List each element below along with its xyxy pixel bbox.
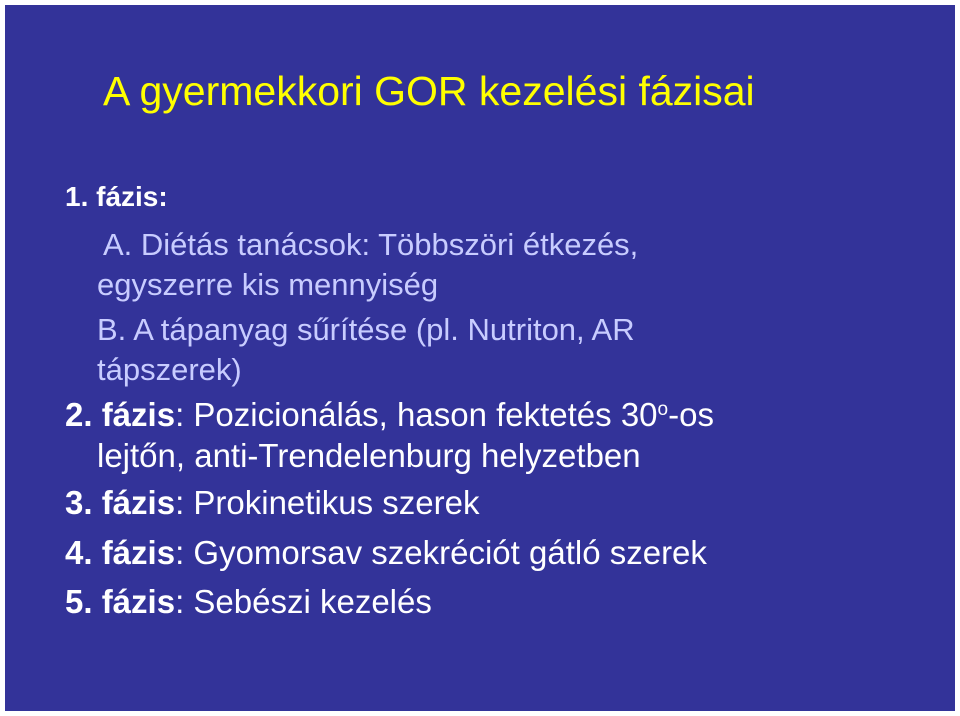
phase4-label: 4. fázis xyxy=(65,534,176,571)
phase4-text: : Gyomorsav szekréciót gátló szerek xyxy=(175,534,707,571)
phase2-label: 2. fázis xyxy=(65,396,176,433)
phase2-line1 xyxy=(65,398,714,431)
phase1-item-b-line2: tápszerek) xyxy=(97,352,242,387)
phase4-line xyxy=(65,536,707,569)
phase5-text: : Sebészi kezelés xyxy=(175,583,432,620)
phase5-line xyxy=(65,585,432,618)
phase1-item-a-line2: egyszerre kis mennyiség xyxy=(97,267,439,302)
phase2-text: : Pozicionálás, hason fektetés 30 xyxy=(175,396,658,433)
phase3-text: : Prokinetikus szerek xyxy=(175,484,480,521)
phase3-line xyxy=(65,486,480,519)
phase1-heading: 1. fázis: xyxy=(65,181,168,212)
phase5-label: 5. fázis xyxy=(65,583,176,620)
phase2-degree: o xyxy=(657,399,669,420)
phase2-line2: lejtőn, anti-Trendelenburg helyzetben xyxy=(97,437,641,474)
phase2-text-end: -os xyxy=(668,396,714,433)
phase1-item-a-line1: A. Diétás tanácsok: Többszöri étkezés, xyxy=(103,227,639,262)
slide xyxy=(5,5,955,711)
phase1-item-b-line1: B. A tápanyag sűrítése (pl. Nutriton, AR xyxy=(97,312,635,347)
phase3-label: 3. fázis xyxy=(65,484,176,521)
slide-title: A gyermekkori GOR kezelési fázisai xyxy=(103,68,755,114)
